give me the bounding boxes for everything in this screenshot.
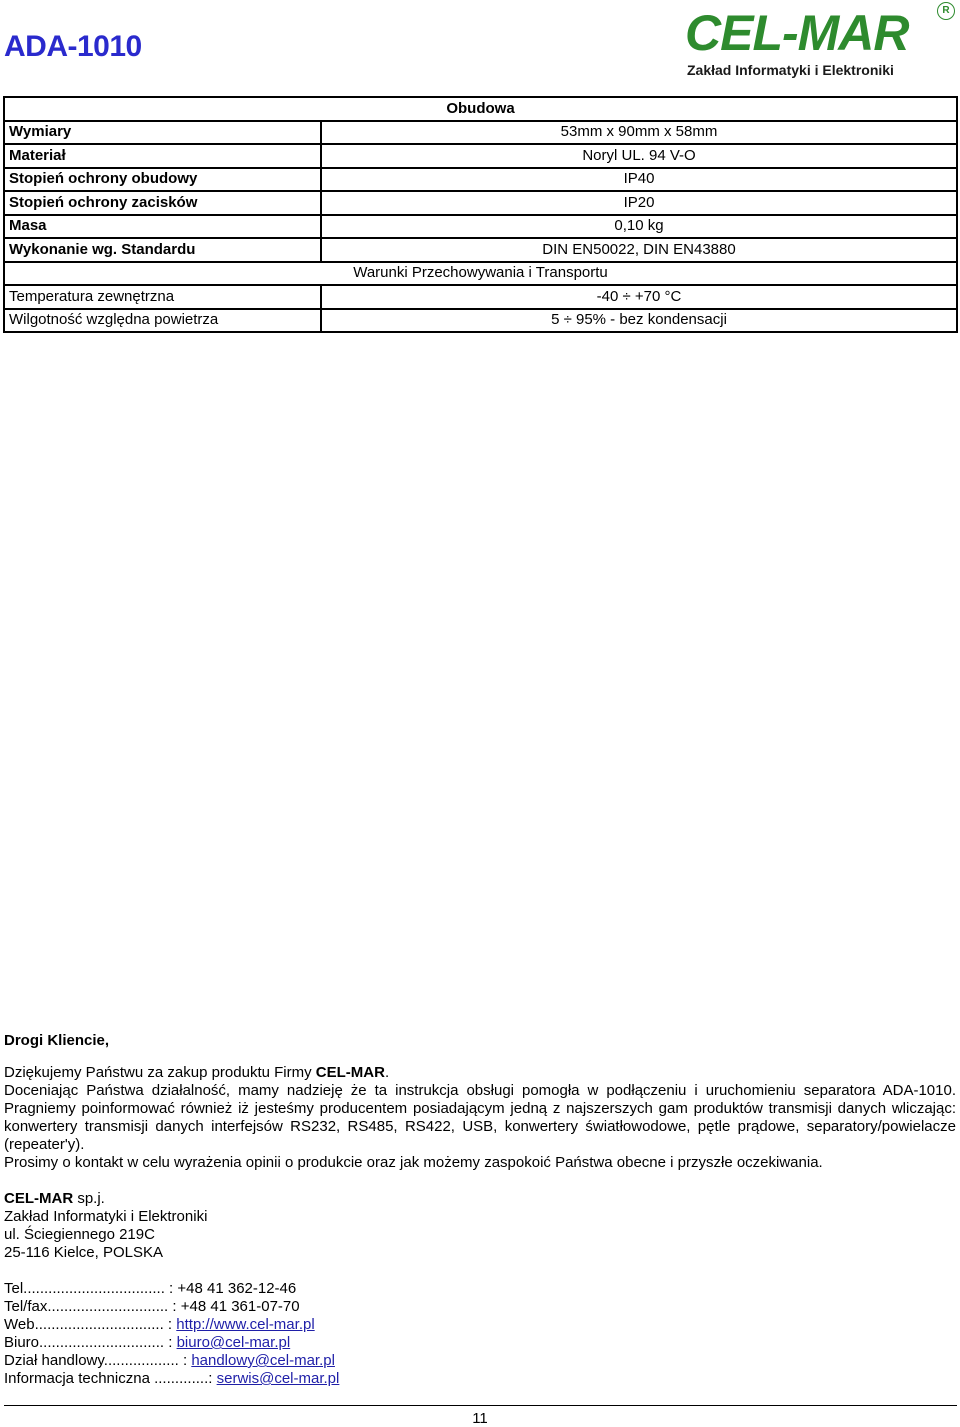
contact-separator: : xyxy=(163,1316,177,1333)
logo-wordmark: CEL-MAR xyxy=(685,5,909,61)
company-brand: CEL-MAR xyxy=(4,1190,74,1207)
company-city: 25-116 Kielce, POLSKA xyxy=(4,1244,163,1261)
section-title-storage: Warunki Przechowywania i Transportu xyxy=(4,262,957,286)
contact-label: Tel.................................. xyxy=(4,1280,165,1297)
thanks-line xyxy=(4,1064,956,1082)
table-row xyxy=(4,191,957,215)
brand-name: CEL-MAR xyxy=(315,1064,385,1081)
spec-value: IP20 xyxy=(321,191,957,215)
contact-label: Web............................... xyxy=(4,1316,164,1333)
contact-office xyxy=(4,1334,956,1352)
company-name xyxy=(4,1190,956,1208)
contact-phone xyxy=(4,1280,956,1298)
contact-support xyxy=(4,1370,956,1388)
thanks-end: . xyxy=(384,1064,390,1081)
spec-label: Materiał xyxy=(4,144,321,168)
spec-value: Noryl UL. 94 V-O xyxy=(321,144,957,168)
section-title-housing: Obudowa xyxy=(4,97,957,121)
contact-web xyxy=(4,1316,956,1334)
contact-separator: : xyxy=(208,1370,217,1387)
company-form: sp.j. xyxy=(73,1190,105,1207)
contact-value: +48 41 362-12-46 xyxy=(177,1280,297,1297)
contact-label: Dział handlowy.................. xyxy=(4,1352,179,1369)
letter-paragraph: Prosimy o kontakt w celu wyrażenia opinii o produkcie oraz jak możemy zaspokoić Państwa obecne i przyszłe oczekiwania. xyxy=(4,1154,823,1171)
greeting: Drogi Kliencie, xyxy=(4,1032,110,1049)
letter-paragraph: Doceniając Państwa działalność, mamy nadzieję że ta instrukcja obsługi pomogła w podłączeniu i uruchomieniu separatora ADA-1010. Pragniemy poinformować również iż jesteśmy producentem posiadającym jedną z najszerszych gam produktów transmisji danych wliczając: konwertery transmisji danych interfejsów RS232, RS485, RS422, USB, konwertery światłowodowe, pętle prądowe, separatory/powielacze (repeater'y). xyxy=(4,1082,956,1153)
spec-label: Wymiary xyxy=(4,121,321,145)
customer-letter xyxy=(4,1032,956,1388)
spec-label: Stopień ochrony obudowy xyxy=(4,168,321,192)
office-email-link[interactable]: biuro@cel-mar.pl xyxy=(176,1334,291,1351)
spec-label: Masa xyxy=(4,215,321,239)
contact-separator: : xyxy=(168,1298,181,1315)
spec-label: Stopień ochrony zacisków xyxy=(4,191,321,215)
spec-value: 5 ÷ 95% - bez kondensacji xyxy=(321,309,957,333)
contact-sales xyxy=(4,1352,956,1370)
contact-fax xyxy=(4,1298,956,1316)
footer-divider xyxy=(4,1405,957,1406)
spec-label: Wilgotność względna powietrza xyxy=(4,309,321,333)
spec-value: 53mm x 90mm x 58mm xyxy=(321,121,957,145)
spec-value: DIN EN50022, DIN EN43880 xyxy=(321,238,957,262)
contact-separator: : xyxy=(178,1352,192,1369)
spec-value: 0,10 kg xyxy=(321,215,957,239)
table-row xyxy=(4,144,957,168)
contact-separator: : xyxy=(164,1334,177,1351)
contact-label: Informacja techniczna ............. xyxy=(4,1370,209,1387)
contact-value: +48 41 361-07-70 xyxy=(180,1298,300,1315)
table-row xyxy=(4,309,957,333)
contact-separator: : xyxy=(164,1280,178,1297)
table-row xyxy=(4,238,957,262)
spec-value: -40 ÷ +70 °C xyxy=(321,285,957,309)
specifications-table xyxy=(3,96,958,333)
table-section-header xyxy=(4,262,957,286)
logo-subtitle: Zakład Informatyki i Elektroniki xyxy=(687,62,894,78)
contact-list xyxy=(4,1280,956,1388)
page-number: 11 xyxy=(472,1410,488,1427)
sales-email-link[interactable]: handlowy@cel-mar.pl xyxy=(191,1352,335,1369)
company-street: ul. Ściegiennego 219C xyxy=(4,1226,155,1243)
website-link[interactable]: http://www.cel-mar.pl xyxy=(176,1316,315,1333)
contact-label: Tel/fax............................. xyxy=(4,1298,169,1315)
table-row xyxy=(4,121,957,145)
table-section-header xyxy=(4,97,957,121)
support-email-link[interactable]: serwis@cel-mar.pl xyxy=(216,1370,340,1387)
spec-value: IP40 xyxy=(321,168,957,192)
company-division: Zakład Informatyki i Elektroniki xyxy=(4,1208,208,1225)
thanks-text: Dziękujemy Państwu za zakup produktu Firmy xyxy=(4,1064,316,1081)
table-row xyxy=(4,215,957,239)
spec-label: Temperatura zewnętrzna xyxy=(4,285,321,309)
document-title: ADA-1010 xyxy=(4,30,142,63)
table-row xyxy=(4,285,957,309)
table-row xyxy=(4,168,957,192)
registered-icon: R xyxy=(937,2,955,20)
contact-label: Biuro.............................. xyxy=(4,1334,165,1351)
company-logo xyxy=(685,2,957,82)
spec-label: Wykonanie wg. Standardu xyxy=(4,238,321,262)
